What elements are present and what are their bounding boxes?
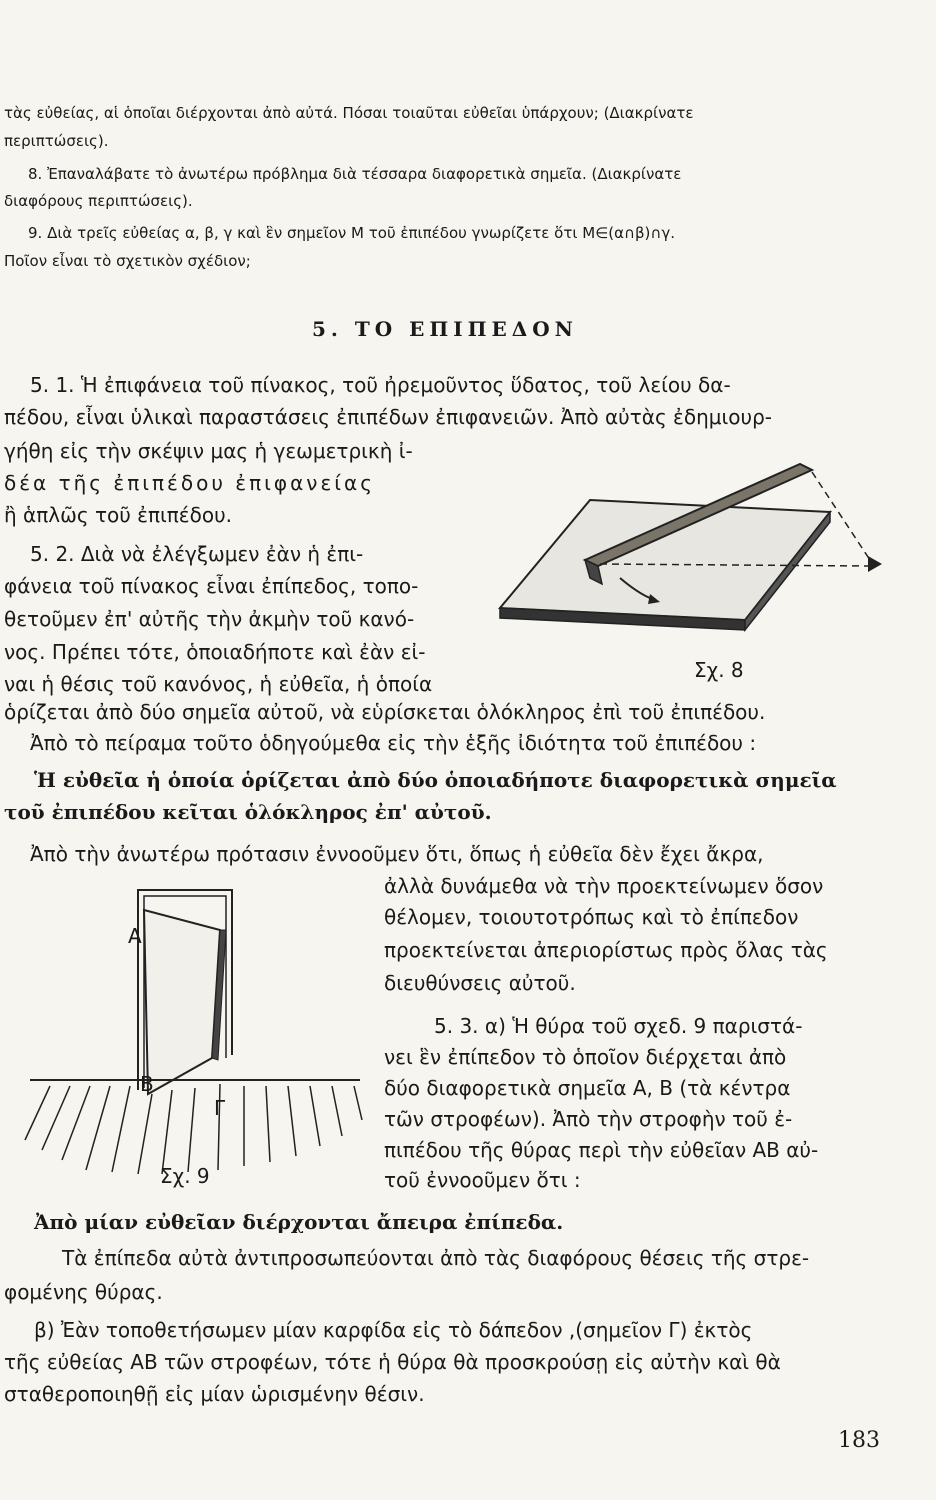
paragraph-line: πέδου, εἶναι ὑλικαὶ παραστάσεις ἐπιπέδων ἐπιφανειῶν. Ἀπὸ αὐτὰς ἐδημιουρ- — [4, 405, 772, 429]
exercise-9-cont: Ποῖον εἶναι τὸ σχετικὸν σχέδιον; — [4, 252, 251, 270]
paragraph-line: νει ἓν ἐπίπεδον τὸ ὁποῖον διέρχεται ἀπὸ — [384, 1045, 787, 1069]
paragraph-line: ἢ ἁπλῶς τοῦ ἐπιπέδου. — [4, 503, 233, 527]
figure-9-caption: Σχ. 9 — [160, 1164, 210, 1188]
paragraph-line: β) Ἐὰν τοποθετήσωμεν μίαν καρφίδα εἰς τὸ δάπεδον ,(σημεῖον Γ) ἐκτὸς — [34, 1318, 753, 1342]
paragraph-line: δέα τῆς ἐπιπέδου ἐπιφανείας — [4, 471, 375, 495]
figure-9 — [20, 880, 370, 1180]
arrow-head — [868, 556, 882, 572]
exercise-line: τὰς εὐθείας, αἱ ὁποῖαι διέρχονται ἀπὸ αὐτά. Πόσαι τοιαῦται εὐθεῖαι ὑπάρχουν; (Διακρίνατε — [4, 104, 694, 122]
paragraph-line: νος. Πρέπει τότε, ὁποιαδήποτε καὶ ἐὰν εἰ- — [4, 640, 426, 664]
paragraph-line: θετοῦμεν ἐπ' αὐτῆς τὴν ἀκμὴν τοῦ κανό- — [4, 607, 415, 631]
paragraph-line: διευθύνσεις αὐτοῦ. — [384, 971, 576, 995]
paragraph-5-2: 5. 2. Διὰ νὰ ἐλέγξωμεν ἐὰν ἡ ἐπι- — [30, 542, 364, 566]
paragraph-line: Τὰ ἐπίπεδα αὐτὰ ἀντιπροσωπεύονται ἀπὸ τὰς διαφόρους θέσεις τῆς στρε- — [62, 1246, 810, 1270]
board-top — [500, 500, 830, 620]
paragraph-line: σταθεροποιηθῇ εἰς μίαν ὡρισμένην θέσιν. — [4, 1382, 425, 1406]
paragraph-line: Ἀπὸ τὴν ἀνωτέρω πρότασιν ἐννοοῦμεν ὅτι, ὅπως ἡ εὐθεῖα δὲν ἔχει ἄκρα, — [30, 842, 764, 866]
rule-statement: Ἀπὸ μίαν εὐθεῖαν διέρχονται ἄπειρα ἐπίπεδα. — [34, 1210, 564, 1234]
exercise-line: περιπτώσεις). — [4, 132, 109, 150]
door-panel — [144, 910, 220, 1094]
figure-8-caption: Σχ. 8 — [694, 658, 744, 682]
paragraph-line: ὁρίζεται ἀπὸ δύο σημεῖα αὐτοῦ, νὰ εὑρίσκεται ὁλόκληρος ἐπὶ τοῦ ἐπιπέδου. — [4, 700, 766, 724]
section-title: 5. ΤΟ ΕΠΙΠΕΔΟΝ — [312, 317, 578, 341]
paragraph-line: γήθη εἰς τὴν σκέψιν μας ἡ γεωμετρικὴ ἰ- — [4, 439, 413, 463]
figure-9-label-a: Α — [128, 924, 142, 948]
paragraph-line: τοῦ ἐννοοῦμεν ὅτι : — [384, 1168, 581, 1192]
paragraph-line: τῶν στροφέων). Ἀπὸ τὴν στροφὴν τοῦ ἐ- — [384, 1107, 793, 1131]
paragraph-line: φάνεια τοῦ πίνακος εἶναι ἐπίπεδος, τοπο- — [4, 574, 419, 598]
paragraph-line: πιπέδου τῆς θύρας περὶ τὴν εὐθεῖαν ΑΒ αὐ- — [384, 1138, 819, 1162]
paragraph-line: Ἀπὸ τὸ πείραμα τοῦτο ὁδηγούμεθα εἰς τὴν ἑξῆς ἰδιότητα τοῦ ἐπιπέδου : — [30, 731, 757, 755]
exercise-8-cont: διαφόρους περιπτώσεις). — [4, 192, 193, 210]
paragraph-line: ναι ἡ θέσις τοῦ κανόνος, ἡ εὐθεῖα, ἡ ὁποία — [4, 672, 433, 696]
paragraph-line: ἀλλὰ δυνάμεθα νὰ τὴν προεκτείνωμεν ὅσον — [384, 874, 824, 898]
paragraph-line: φομένης θύρας. — [4, 1280, 163, 1304]
paragraph-line: δύο διαφορετικὰ σημεῖα Α, Β (τὰ κέντρα — [384, 1076, 791, 1100]
paragraph-5-1: 5. 1. Ἡ ἐπιφάνεια τοῦ πίνακος, τοῦ ἠρεμοῦντος ὕδατος, τοῦ λείου δα- — [30, 373, 731, 397]
figure-9-label-b: Β — [140, 1072, 154, 1096]
paragraph-5-3: 5. 3. α) Ἡ θύρα τοῦ σχεδ. 9 παριστά- — [434, 1014, 803, 1038]
paragraph-line: προεκτείνεται ἀπεριορίστως πρὸς ὅλας τὰς — [384, 938, 828, 962]
figure-9-label-c: Γ — [214, 1096, 226, 1120]
paragraph-line: τῆς εὐθείας ΑΒ τῶν στροφέων, τότε ἡ θύρα θὰ προσκρούσῃ εἰς αὐτὴν καὶ θὰ — [4, 1350, 781, 1374]
rule-statement: Ἡ εὐθεῖα ἡ ὁποία ὁρίζεται ἀπὸ δύο ὁποιαδήποτε διαφορετικὰ σημεῖα — [34, 768, 837, 792]
floor-hatching — [25, 1084, 362, 1174]
figure-8 — [490, 460, 900, 670]
rule-statement: τοῦ ἐπιπέδου κεῖται ὁλόκληρος ἐπ' αὐτοῦ. — [4, 800, 492, 824]
page-number: 183 — [838, 1428, 880, 1453]
exercise-9: 9. Διὰ τρεῖς εὐθείας α, β, γ καὶ ἓν σημεῖον Μ τοῦ ἐπιπέδου γνωρίζετε ὅτι Μ∈(α∩β)∩γ. — [28, 224, 675, 242]
exercise-8: 8. Ἐπαναλάβατε τὸ ἀνωτέρω πρόβλημα διὰ τέσσαρα διαφορετικὰ σημεῖα. (Διακρίνατε — [28, 165, 682, 183]
paragraph-line: θέλομεν, τοιουτοτρόπως καὶ τὸ ἐπίπεδον — [384, 905, 799, 929]
